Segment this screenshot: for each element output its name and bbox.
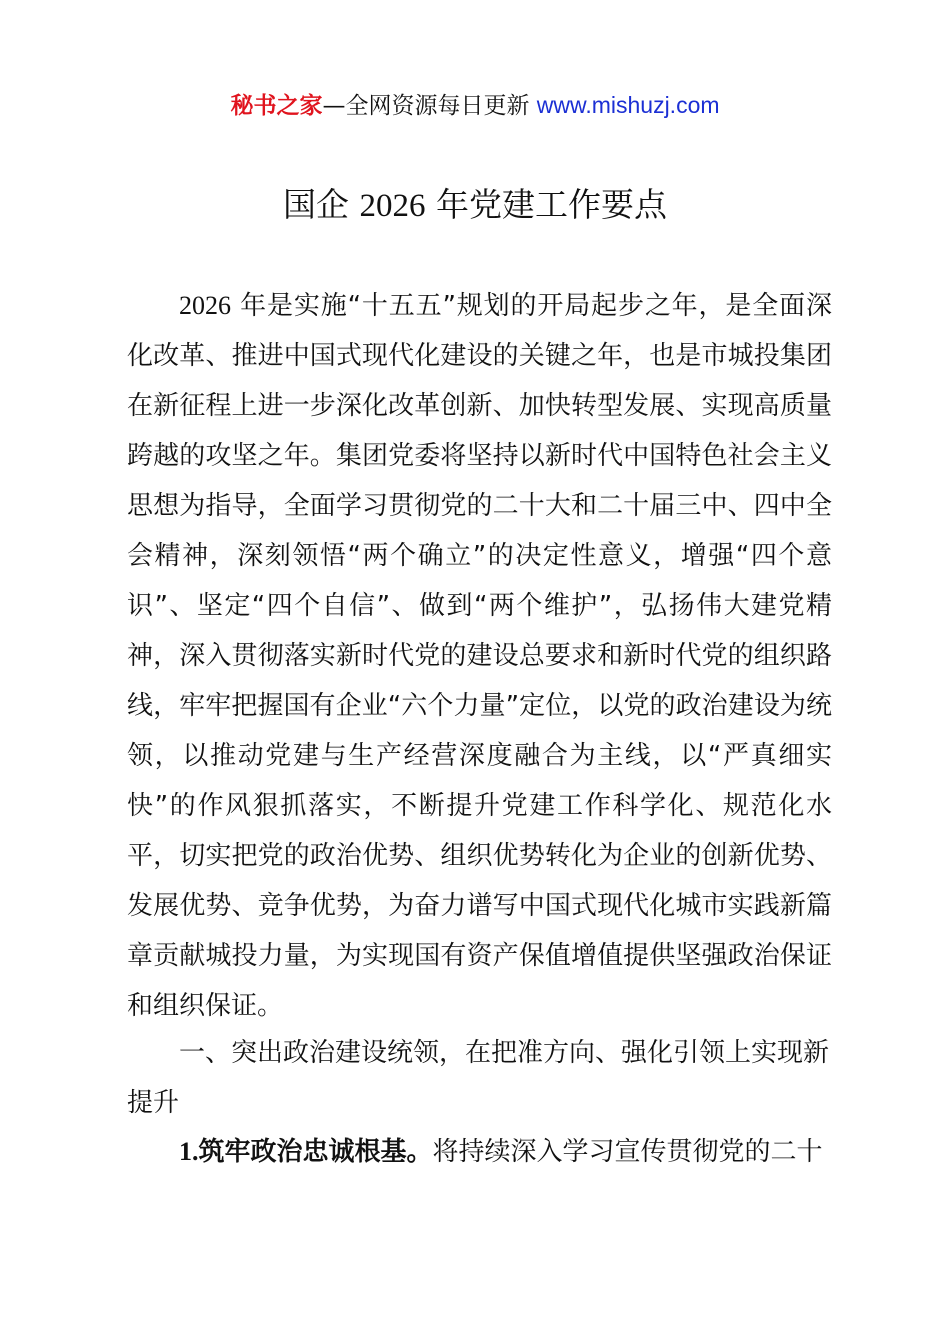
intro-paragraph-container	[127, 281, 832, 1031]
intro-paragraph	[127, 281, 832, 1031]
item-1-paragraph	[127, 1127, 832, 1177]
intro-year: 2026	[179, 291, 231, 320]
item-1-heading: 筑牢政治忠诚根基。	[198, 1137, 433, 1167]
item-1-text: 将持续深入学习宣传贯彻党的二十	[432, 1137, 823, 1167]
title-prefix: 国企	[283, 185, 360, 224]
title-suffix: 年党建工作要点	[425, 185, 667, 224]
site-brand: 秘书之家	[230, 93, 323, 119]
site-url-link[interactable]: www.mishuzj.com	[536, 92, 720, 118]
document-title	[0, 183, 950, 228]
site-slogan: —全网资源每日更新	[322, 93, 537, 119]
item-1-number: 1.	[179, 1137, 199, 1166]
intro-text: 年是实施“十五五”规划的开局起步之年，是全面深化改革、推进中国式现代化建设的关键之年，也是市城投集团在新征程上进一步深化改革创新、加快转型发展、实现高质量跨越的攻坚之年。集团党委将坚持以新时代中国特色社会主义思想为指导，全面学习贯彻党的二十大和二十届三中、四中全会精神，深刻领悟“两个确立”的决定性意义，增强“四个意识”、坚定“四个自信”、做到“两个维护”，弘扬伟大建党精神，深入贯彻落实新时代党的建设总要求和新时代党的组织路线，牢牢把握国有企业“六个力量”定位，以党的政治建设为统领，以推动党建与生产经营深度融合为主线，以“严真细实快”的作风狠抓落实，不断提升党建工作科学化、规范化水平，切实把党的政治优势、组织优势转化为企业的创新优势、发展优势、竞争优势，为奋力谱写中国式现代化城市实践新篇章贡献城投力量，为实现国有资产保值增值提供坚强政治保证和组织保证。	[127, 291, 832, 1021]
site-header	[0, 90, 950, 121]
section-1-heading: 一、突出政治建设统领，在把准方向、强化引领上实现新提升	[127, 1038, 830, 1118]
title-year: 2026	[359, 188, 426, 224]
